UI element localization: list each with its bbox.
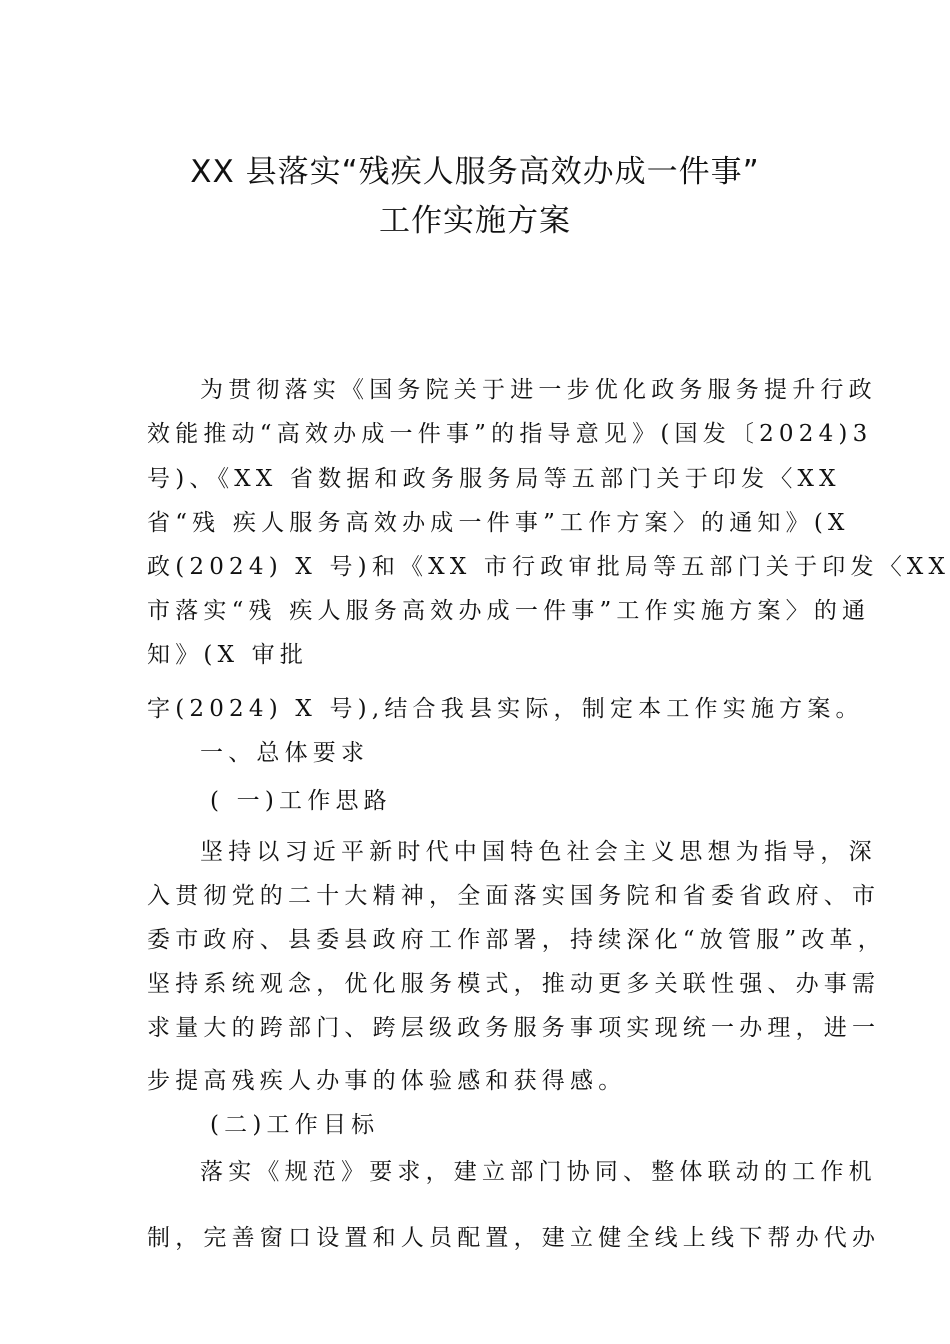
paragraph-line: 号)、《XX 省数据和政务服务局等五部门关于印发〈XX <box>147 466 841 492</box>
paragraph-line: 坚持以习近平新时代中国特色社会主义思想为指导，深 <box>200 839 877 865</box>
subsection-heading: ( 一)工作思路 <box>210 788 392 814</box>
section-heading: 一、总体要求 <box>200 740 370 766</box>
paragraph-line: 市落实“残 疾人服务高效办成一件事”工作实施方案〉的通 <box>147 598 871 624</box>
paragraph-line: 为贯彻落实《国务院关于进一步优化政务服务提升行政 <box>200 377 877 403</box>
paragraph-line: 落实《规范》要求，建立部门协同、整体联动的工作机 <box>200 1159 877 1185</box>
subsection-heading: (二)工作目标 <box>210 1112 380 1138</box>
paragraph-line: 坚持系统观念，优化服务模式，推动更多关联性强、办事需 <box>147 971 881 997</box>
paragraph-line: 字(2024) X 号),结合我县实际，制定本工作实施方案。 <box>147 696 864 722</box>
paragraph-line: 委市政府、县委县政府工作部署，持续深化“放管服”改革， <box>147 927 886 953</box>
paragraph-line: 效能推动“高效办成一件事”的指导意见》(国发〔2024)3 <box>147 421 873 447</box>
paragraph-line: 入贯彻党的二十大精神，全面落实国务院和省委省政府、市 <box>147 883 881 909</box>
document-title-line-2: 工作实施方案 <box>379 203 571 239</box>
paragraph-line: 制，完善窗口设置和人员配置，建立健全线上线下帮办代办 <box>147 1225 881 1251</box>
paragraph-line: 知》(X 审批 <box>147 642 309 668</box>
paragraph-line: 省“残 疾人服务高效办成一件事”工作方案〉的通知》(X <box>147 510 850 536</box>
paragraph-line: 步提高残疾人办事的体验感和获得感。 <box>147 1068 627 1094</box>
document-title-line-1: XX 县落实“残疾人服务高效办成一件事” <box>190 154 760 190</box>
paragraph-line: 政(2024) X 号)和《XX 市行政审批局等五部门关于印发〈XX <box>147 554 950 580</box>
paragraph-line: 求量大的跨部门、跨层级政务服务事项实现统一办理，进一 <box>147 1015 881 1041</box>
